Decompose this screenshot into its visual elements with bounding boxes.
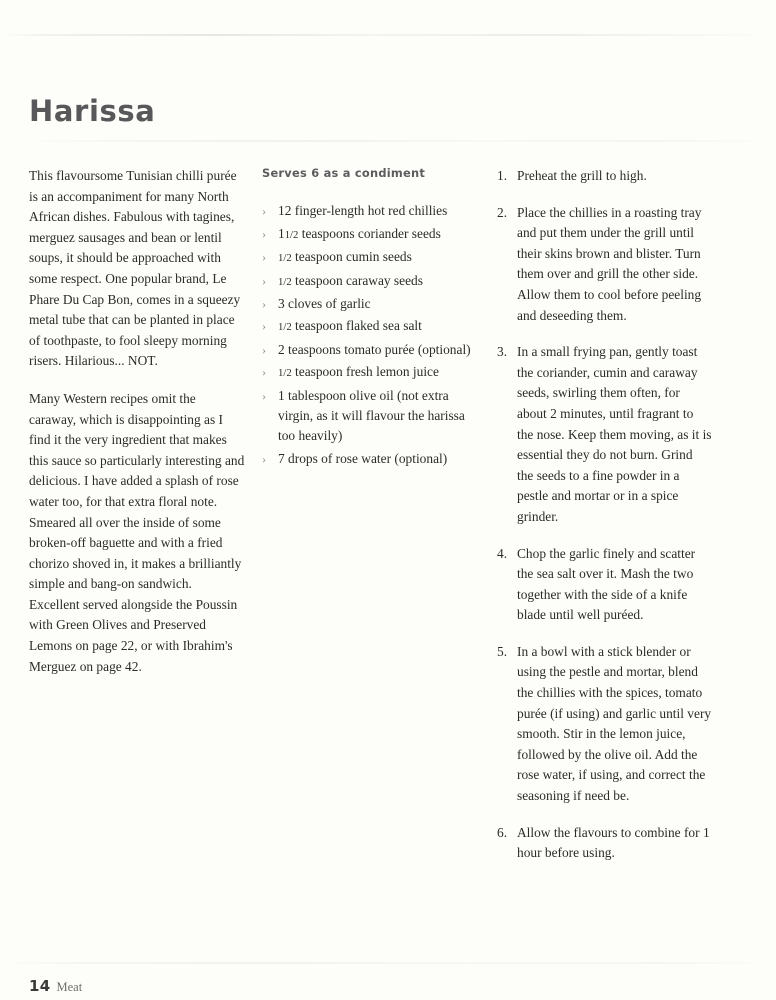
- method-step: [497, 544, 712, 626]
- method-step-text: Allow the flavours to combine for 1 hour before using.: [517, 824, 710, 861]
- chevron-right-icon: ›: [262, 250, 266, 265]
- ingredient-label: 1/2 teaspoon caraway seeds: [278, 272, 423, 288]
- method-step: [497, 166, 712, 187]
- serves-heading: Serves 6 as a condiment: [262, 166, 426, 180]
- ingredient-label: 1/2 teaspoon fresh lemon juice: [278, 364, 439, 380]
- method-step-number: 4.: [497, 545, 508, 561]
- ingredient-label: 1/2 teaspoon cumin seeds: [278, 249, 412, 265]
- method-step-number: 3.: [497, 344, 508, 360]
- method-step-text: In a bowl with a stick blender or using the pestle and mortar, blend the chillies with the spices, tomato purée (if using) and garlic until very smooth. Stir in the lemon juice, followed by the olive oil. Add the rose water, if using, and correct the seasoning if need be.: [517, 643, 712, 804]
- ingredient-label: 7 drops of rose water (optional): [278, 450, 448, 466]
- ingredient-item: [262, 340, 480, 360]
- chevron-right-icon: ›: [262, 388, 266, 403]
- ingredient-item: [262, 201, 480, 221]
- footer-page-number: 14: [29, 977, 51, 995]
- intro-paragraph: This flavoursome Tunisian chilli purée is an accompaniment for many North African dishes. Fabulous with tagines, merguez sausages and bean or lentil soups, it should be approached with some respect. One popular brand, Le Phare Du Cap Bon, comes in a squeezy metal tube that can be planted in place of toothpaste, to fool sleepy morning risers. Hilarious... NOT.: [29, 168, 241, 369]
- ingredient-item: [262, 271, 480, 292]
- method-step-text: In a small frying pan, gently toast the coriander, cumin and caraway seeds, swirling them often, for about 2 minutes, until fragrant to the nose. Keep them moving, as it is essential they do not burn. Grind the seeds to a fine powder in a pestle and mortar or in a spice grinder.: [517, 344, 712, 524]
- ingredient-label: 1 tablespoon olive oil (not extra virgin, as it will flavour the harissa too heavily): [278, 387, 465, 444]
- ingredients-column: [262, 166, 480, 471]
- scan-artifact-bottom: [0, 962, 776, 964]
- method-step-number: 2.: [497, 204, 508, 220]
- intro-paragraph: Many Western recipes omit the caraway, which is disappointing as I find it the very ingredient that makes this sauce so particularly interesting and delicious. I have added a splash of rose water too, for that extra floral note. Smeared all over the inside of some broken-off baguette and with a fried chorizo shoved in, it makes a brilliantly simple and bang-on sandwich. Excellent served alongside the Poussin with Green Olives and Preserved Lemons on page 22, or with Ibrahim's Merguez on page 42.: [29, 390, 245, 674]
- ingredient-list: [262, 201, 480, 469]
- ingredient-item: [262, 386, 480, 447]
- method-step: [497, 203, 712, 327]
- method-step-number: 1.: [497, 168, 508, 183]
- method-step: [497, 342, 712, 527]
- intro-paragraphs: [29, 166, 245, 677]
- chevron-right-icon: ›: [262, 297, 266, 312]
- scan-artifact-middle: [0, 140, 776, 142]
- method-step-text: Place the chillies in a roasting tray and put them under the grill until their skins brown and blister. Turn them over and grill the other side. Allow them to cool before peeling and deseeding them.: [517, 204, 702, 323]
- ingredient-item: [262, 294, 480, 314]
- ingredient-label: 2 teaspoons tomato purée (optional): [278, 341, 471, 357]
- ingredient-label: 11/2 teaspoons coriander seeds: [278, 225, 441, 241]
- method-step-text: Preheat the grill to high.: [517, 168, 647, 183]
- page-title: Harissa: [29, 94, 156, 129]
- ingredient-item: [262, 449, 480, 469]
- method-step: [497, 642, 712, 807]
- method-step-number: 5.: [497, 643, 508, 659]
- chevron-right-icon: ›: [262, 226, 266, 241]
- page-footer: [29, 979, 82, 995]
- ingredient-label: 12 finger-length hot red chillies: [278, 203, 448, 219]
- ingredient-item: [262, 224, 480, 245]
- method-step-number: 6.: [497, 824, 508, 840]
- chevron-right-icon: ›: [262, 319, 266, 334]
- ingredient-item: [262, 247, 480, 268]
- ingredient-label: 3 cloves of garlic: [278, 296, 371, 312]
- chevron-right-icon: ›: [262, 342, 266, 357]
- scan-artifact-top: [0, 34, 776, 36]
- chevron-right-icon: ›: [262, 365, 266, 380]
- ingredient-item: [262, 316, 480, 337]
- method-step: [497, 823, 712, 864]
- chevron-right-icon: ›: [262, 273, 266, 288]
- chevron-right-icon: ›: [262, 451, 266, 466]
- method-column: [497, 166, 712, 864]
- intro-column: [29, 166, 245, 677]
- footer-section-name: Meat: [56, 980, 83, 994]
- method-steps: [497, 166, 712, 864]
- ingredient-item: [262, 362, 480, 383]
- ingredient-label: 1/2 teaspoon flaked sea salt: [278, 318, 422, 334]
- chevron-right-icon: ›: [262, 204, 266, 219]
- method-step-text: Chop the garlic finely and scatter the sea salt over it. Mash the two together with the side of a knife blade until well puréed.: [517, 545, 696, 623]
